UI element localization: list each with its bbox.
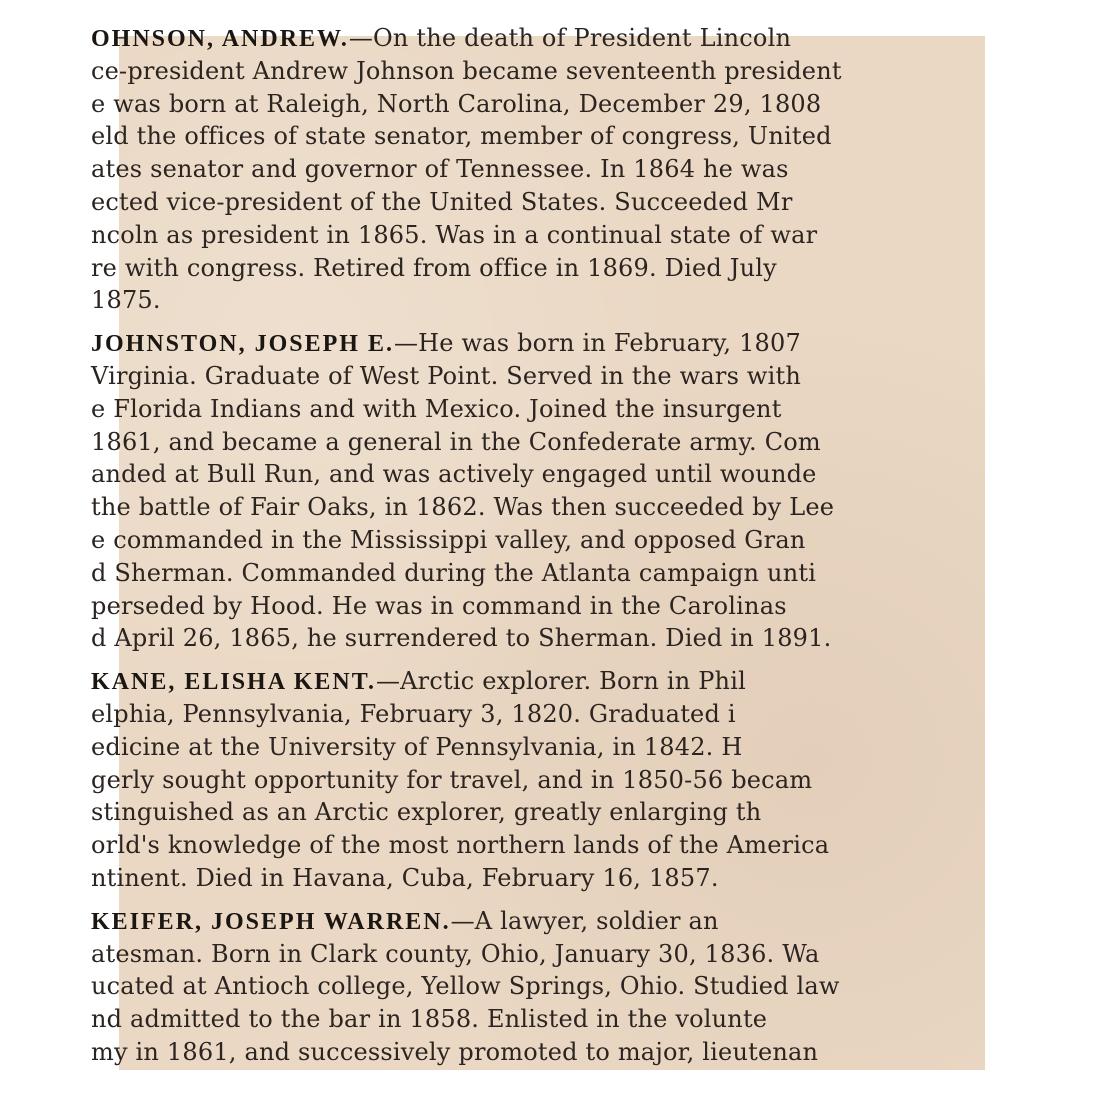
entry-text-line [91,938,1021,971]
entry-line-text: ntinent. Died in Havana, Cuba, February 16, 1857. [91,863,719,892]
entry-heading: KEIFER, JOSEPH WARREN. [91,908,451,935]
entry-heading: JOHNSTON, JOSEPH E. [91,331,394,358]
entry-text-line [91,252,1021,285]
entry-line-text: e was born at Raleigh, North Carolina, December 29, 1808 [91,89,822,118]
entry-text-line [91,360,1021,393]
entry-line-text: ected vice-president of the United States. Succeeded Mr [91,187,793,216]
entry-line-text: my in 1861, and successively promoted to major, lieutenan [91,1037,819,1066]
entry-text-line [91,426,1021,459]
biography-entry [91,327,1021,655]
entry-text-line [91,862,1021,895]
entry-line-text: anded at Bull Run, and was actively engaged until wounde [91,460,817,489]
entry-text-line [91,55,1021,88]
entry-text-line [91,524,1021,557]
biography-entry [91,22,1021,317]
entry-text-line [91,970,1021,1003]
entry-text-line [91,1036,1021,1069]
entry-line-text: —On the death of President Lincoln [348,24,792,52]
biography-entry [91,905,1021,1069]
entry-text-line [91,829,1021,862]
entry-text-line [91,88,1021,121]
entry-text-line [91,731,1021,764]
entry-first-line [91,327,1021,360]
entry-line-text: elphia, Pennsylvania, February 3, 1820. Graduated i [91,699,736,728]
entry-text-line [91,458,1021,491]
entry-line-text: orld's knowledge of the most northern lands of the America [91,831,830,860]
entry-spacing [91,895,1021,905]
entry-line-text: edicine at the University of Pennsylvania, in 1842. H [91,732,743,761]
entry-spacing [91,317,1021,327]
entry-line-text: ncoln as president in 1865. Was in a continual state of war [91,220,818,249]
entry-text-line [91,796,1021,829]
entry-line-text: eld the offices of state senator, member of congress, United [91,122,832,151]
entry-text-line [91,698,1021,731]
entry-line-text: d April 26, 1865, he surrendered to Sherman. Died in 1891. [91,624,832,653]
biography-entry [91,665,1021,895]
entry-line-text: —Arctic explorer. Born in Phil [375,667,746,696]
entry-line-text: d Sherman. Commanded during the Atlanta campaign unti [91,558,817,587]
entry-line-text: the battle of Fair Oaks, in 1862. Was then succeeded by Lee [91,493,835,522]
entry-text-line [91,557,1021,590]
entry-line-text: 1861, and became a general in the Confederate army. Com [91,427,821,456]
entry-line-text: perseded by Hood. He was in command in the Carolinas [91,591,787,620]
entry-line-text: —He was born in February, 1807 [393,329,801,358]
entry-line-text: ce-president Andrew Johnson became seventeenth president [91,56,842,85]
entry-line-text: Virginia. Graduate of West Point. Served in the wars with [91,361,802,390]
entry-text-line [91,393,1021,426]
entry-line-text: e Florida Indians and with Mexico. Joined the insurgent [91,394,782,423]
entry-line-text: ucated at Antioch college, Yellow Springs, Ohio. Studied law [91,972,840,1001]
entry-first-line [91,905,1021,938]
entry-text-line [91,1003,1021,1036]
entry-text-line [91,120,1021,153]
entry-line-text: atesman. Born in Clark county, Ohio, January 30, 1836. Wa [91,939,820,968]
entry-text-line [91,491,1021,524]
entry-spacing [91,655,1021,665]
entry-first-line [91,665,1021,698]
entry-heading: OHNSON, ANDREW. [91,26,349,52]
entry-text-line [91,284,1021,317]
entry-line-text: stinguished as an Arctic explorer, greatly enlarging th [91,798,762,827]
entry-line-text: ates senator and governor of Tennessee. In 1864 he was [91,155,789,184]
entry-line-text: nd admitted to the bar in 1858. Enlisted in the volunte [91,1005,768,1034]
entry-line-text: —A lawyer, soldier an [450,906,719,935]
entry-text-line [91,764,1021,797]
entry-line-text: gerly sought opportunity for travel, and in 1850-56 becam [91,765,813,794]
entry-first-line [91,22,1021,55]
entry-heading: KANE, ELISHA KENT. [91,669,376,696]
entry-text-line [91,153,1021,186]
entry-text-line [91,590,1021,623]
entry-line-text: re with congress. Retired from office in 1869. Died July [91,253,777,282]
text-column [91,24,1021,1069]
entry-text-line [91,622,1021,655]
book-page [91,24,985,1070]
entry-line-text: 1875. [91,286,161,315]
entry-text-line [91,186,1021,219]
entry-line-text: e commanded in the Mississippi valley, and opposed Gran [91,525,806,554]
entry-text-line [91,219,1021,252]
